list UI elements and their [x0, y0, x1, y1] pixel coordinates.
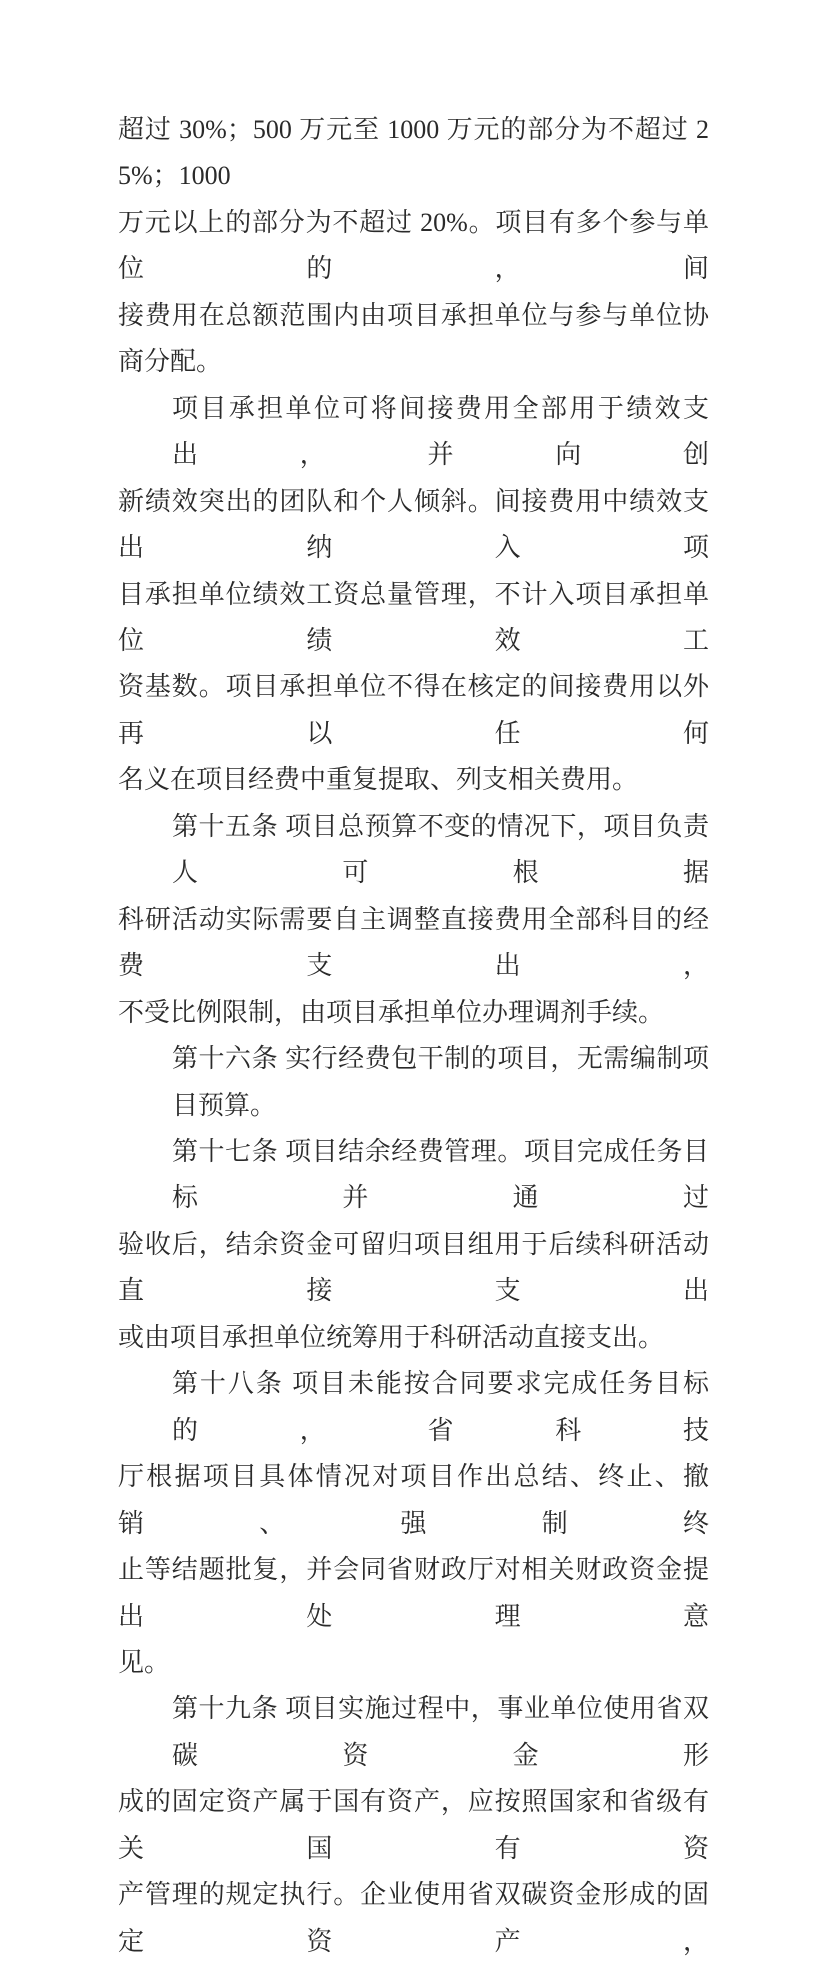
text-line: 第十八条 项目未能按合同要求完成任务目标的，省科技	[172, 1369, 709, 1445]
text-line: 第十九条 项目实施过程中，事业单位使用省双碳资金形	[172, 1694, 709, 1770]
paragraph	[118, 107, 709, 386]
text-line: 第十五条 项目总预算不变的情况下，项目负责人可根据	[172, 811, 709, 888]
text-line: 止等结题批复，并会同省财政厅对相关财政资金提出处理意	[118, 1555, 709, 1631]
paragraph	[118, 1036, 709, 1129]
text-line: 不受比例限制，由项目承担单位办理调剂手续。	[118, 997, 665, 1027]
text-line: 超过 30%；500 万元至 1000 万元的部分为不超过 25%；1000	[118, 115, 709, 191]
text-line: 名义在项目经费中重复提取、列支相关费用。	[118, 765, 639, 795]
paragraph	[118, 1129, 709, 1361]
paragraph	[118, 1686, 709, 1965]
text-line: 目承担单位绩效工资总量管理，不计入项目承担单位绩效工	[118, 579, 709, 655]
text-line: 新绩效突出的团队和个人倾斜。间接费用中绩效支出纳入项	[118, 486, 709, 563]
document-body	[118, 107, 709, 1965]
text-line: 验收后，结余资金可留归项目组用于后续科研活动直接支出	[118, 1229, 709, 1306]
paragraph	[118, 804, 709, 1036]
paragraph	[118, 1361, 709, 1686]
text-line: 第十七条 项目结余经费管理。项目完成任务目标并通过	[172, 1136, 709, 1213]
text-line: 或由项目承担单位统筹用于科研活动直接支出。	[118, 1322, 665, 1352]
text-line: 见。	[118, 1647, 171, 1677]
text-line: 接费用在总额范围内由项目承担单位与参与单位协商分配。	[118, 300, 709, 377]
text-line: 第十六条 实行经费包干制的项目，无需编制项目预算。	[172, 1044, 709, 1120]
text-line: 资基数。项目承担单位不得在核定的间接费用以外再以任何	[118, 672, 709, 748]
text-line: 厅根据项目具体情况对项目作出总结、终止、撤销、强制终	[118, 1462, 709, 1538]
text-line: 项目承担单位可将间接费用全部用于绩效支出，并向创	[172, 393, 709, 470]
paragraph	[118, 386, 709, 804]
text-line: 成的固定资产属于国有资产，应按照国家和省级有关国有资	[118, 1787, 709, 1863]
text-line: 产管理的规定执行。企业使用省双碳资金形成的固定资产，	[118, 1880, 709, 1956]
text-line: 科研活动实际需要自主调整直接费用全部科目的经费支出，	[118, 904, 709, 981]
text-line: 万元以上的部分为不超过 20%。项目有多个参与单位的，间	[118, 207, 709, 284]
